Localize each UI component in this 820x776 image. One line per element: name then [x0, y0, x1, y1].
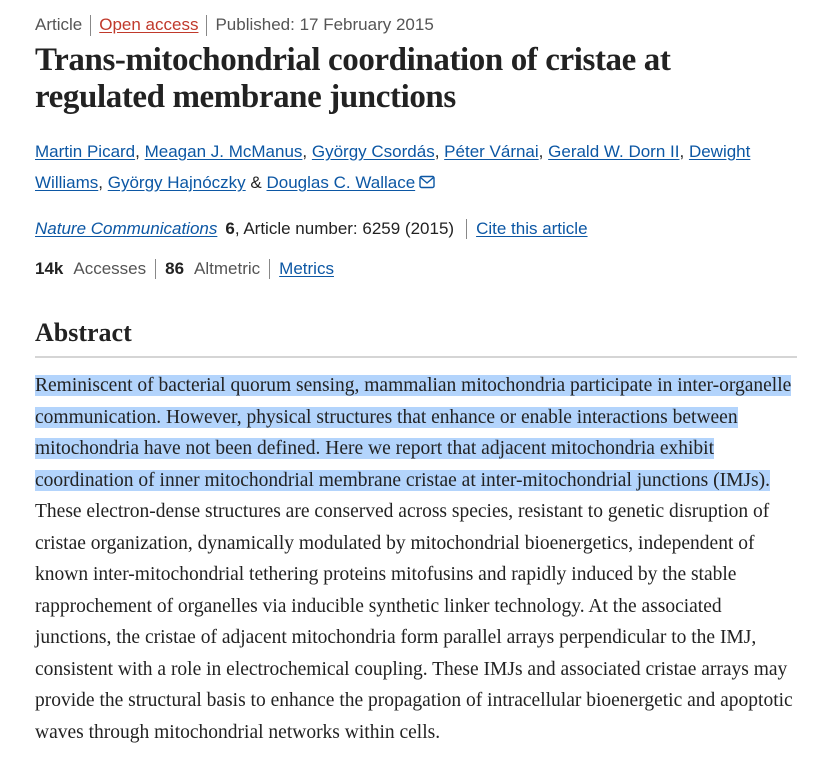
author-ampersand: & [250, 173, 262, 192]
accesses-count: 14k [35, 259, 64, 278]
author-list: Martin Picard, Meagan J. McManus, György Csordás, Péter Várnai, Gerald W. Dorn II, Dewight Williams, György Hajnóczky & Douglas C. Wallace [35, 136, 797, 199]
selected-text[interactable]: Reminiscent of bacterial quorum sensing, mammalian mitochondria participate in inter-organelle communication. However, physical structures that enhance or enable interactions between mitochondria have not been defined. Here we report that adjacent mitochondria exhibit coordination of inner mitochondrial membrane cristae at inter-mitochondrial junctions (IMJs). [35, 375, 792, 491]
article-number: , Article number: 6259 (2015) [234, 219, 455, 238]
abstract-text[interactable] [35, 370, 800, 748]
journal-link[interactable]: Nature Communications [35, 219, 218, 238]
author-link[interactable]: Meagan J. McManus [144, 142, 303, 161]
author-link[interactable]: Péter Várnai [444, 142, 539, 161]
abstract-rest[interactable]: These electron-dense structures are conserved across species, resistant to genetic disruption of cristae organization, dynamically modulated by mitochondrial bioenergetics, independent of known inter-mitochondrial tethering proteins mitofusins and rapidly induced by the stable rapprochement of organelles via inducible synthetic linker technology. At the associated junctions, the cristae of adjacent mitochondria form parallel arrays perpendicular to the IMJ, consistent with a role in electrochemical coupling. These IMJs and associated cristae arrays may provide the structural basis to enhance the propagation of intracellular bioenergetic and apoptotic waves through mitochondrial networks within cells. [35, 501, 793, 743]
author-link[interactable]: Martin Picard [35, 142, 136, 161]
accesses-label: Accesses [73, 259, 147, 278]
abstract-heading: Abstract [35, 318, 797, 358]
metrics-link[interactable]: Metrics [279, 259, 334, 278]
divider [206, 15, 207, 36]
divider [90, 15, 91, 36]
metrics-row [35, 257, 797, 281]
altmetric-label: Altmetric [194, 259, 261, 278]
author-link[interactable]: Gerald W. Dorn II [548, 142, 680, 161]
altmetric-count: 86 [165, 259, 185, 278]
citation-row [35, 217, 797, 241]
author-link[interactable]: Dewight Williams [35, 142, 751, 192]
divider [466, 219, 467, 239]
open-access-link[interactable]: Open access [99, 15, 199, 34]
cite-article-link[interactable]: Cite this article [476, 219, 588, 238]
email-icon[interactable] [419, 168, 435, 199]
author-link[interactable]: György Hajnóczky [107, 173, 246, 192]
article-title: Trans-mitochondrial coordination of cristae at regulated membrane junctions [35, 42, 671, 115]
corresponding-author-link[interactable]: Douglas C. Wallace [266, 173, 416, 192]
published-date: Published: 17 February 2015 [215, 15, 434, 34]
article-type: Article [35, 15, 83, 34]
divider [155, 259, 156, 279]
journal-volume: 6 [225, 219, 235, 238]
author-link[interactable]: György Csordás [311, 142, 435, 161]
divider [269, 259, 270, 279]
